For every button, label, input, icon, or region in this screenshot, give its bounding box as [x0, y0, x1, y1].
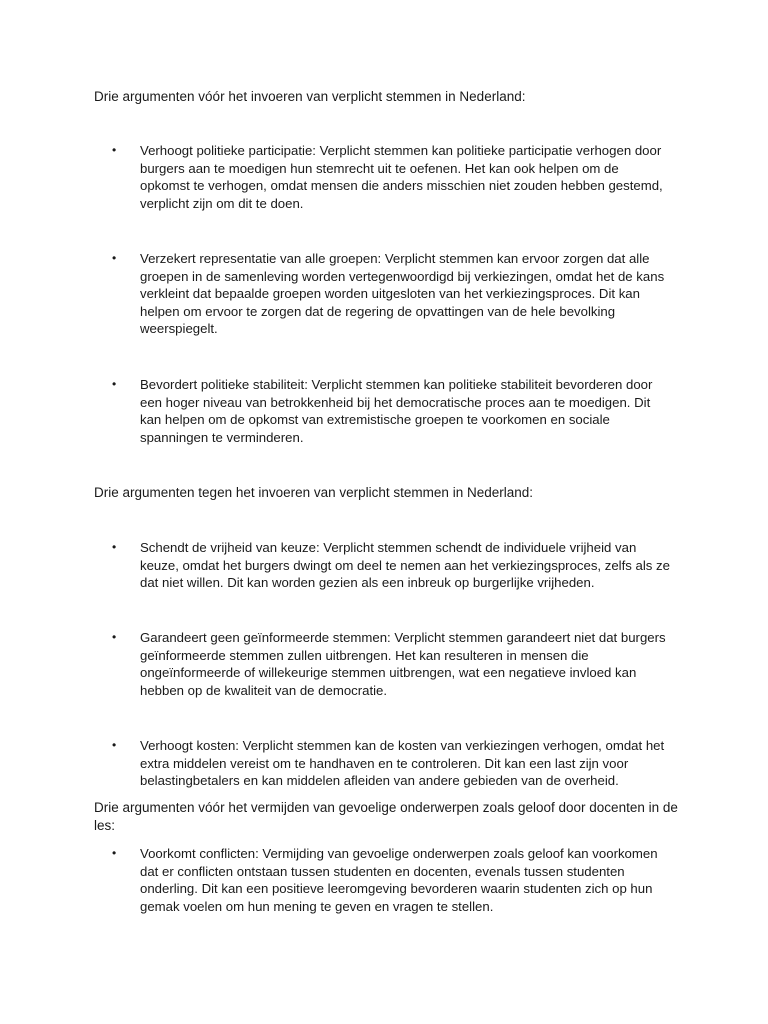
bullet-icon: •: [112, 846, 117, 860]
bullet-icon: •: [112, 377, 117, 391]
bullet-icon: •: [112, 630, 117, 644]
bullet-icon: •: [112, 251, 117, 265]
list-item: [112, 250, 672, 338]
bullet-icon: •: [112, 738, 117, 752]
section-heading: Drie argumenten vóór het invoeren van verplicht stemmen in Nederland:: [94, 89, 526, 104]
list-item-text: Verhoogt politieke participatie: Verplicht stemmen kan politieke participatie verhogen door burgers aan te moedigen hun stemrecht uit te oefenen. Het kan ook helpen om de opkomst te verhogen, omdat mensen die anders misschien niet zouden hebben gestemd, verplicht zijn om dit te doen.: [140, 143, 663, 211]
list-item: [112, 142, 672, 212]
list-item: [112, 629, 672, 699]
section-heading: Drie argumenten tegen het invoeren van verplicht stemmen in Nederland:: [94, 485, 533, 500]
list-item-text: Verzekert representatie van alle groepen: Verplicht stemmen kan ervoor zorgen dat alle groepen in de samenleving worden vertegenwoordigd bij verkiezingen, omdat het de kans verkleint dat bepaalde groepen worden uitgesloten van het verkiezingsproces. Dit kan helpen om ervoor te zorgen dat de regering de opvattingen van de hele bevolking weerspiegelt.: [140, 251, 665, 336]
list-item: [112, 539, 672, 592]
section-heading: Drie argumenten vóór het vermijden van gevoelige onderwerpen zoals geloof door docenten in de les:: [94, 800, 678, 833]
bullet-icon: •: [112, 540, 117, 554]
list-item-text: Garandeert geen geïnformeerde stemmen: Verplicht stemmen garandeert niet dat burgers geïnformeerde stemmen zullen uitbrengen. Het kan resulteren in mensen die ongeïnformeerde of willekeurige stemmen uitbrengen, wat een negatieve invloed kan hebben op de kwaliteit van de democratie.: [140, 630, 666, 698]
list-item-text: Verhoogt kosten: Verplicht stemmen kan de kosten van verkiezingen verhogen, omdat het extra middelen vereist om te handhaven en te controleren. Dit kan een last zijn voor belastingbetalers en kan middelen afleiden van andere gebieden van de overheid.: [140, 738, 665, 788]
list-item: [112, 845, 672, 915]
bullet-icon: •: [112, 143, 117, 157]
list-item-text: Voorkomt conflicten: Vermijding van gevoelige onderwerpen zoals geloof kan voorkomen dat er conflicten ontstaan tussen studenten en docenten, evenals tussen studenten onderling. Dit kan een positieve leeromgeving bevorderen waarin studenten zich op hun gemak voelen om hun mening te geven en vragen te stellen.: [140, 846, 658, 914]
list-item: [112, 737, 672, 790]
list-item: [112, 376, 672, 446]
list-item-text: Bevordert politieke stabiliteit: Verplicht stemmen kan politieke stabiliteit bevorderen door een hoger niveau van betrokkenheid bij het democratische proces aan te moedigen. Dit kan helpen om de opkomst van extremistische groepen te voorkomen en sociale spanningen te verminderen.: [140, 377, 653, 445]
list-item-text: Schendt de vrijheid van keuze: Verplicht stemmen schendt de individuele vrijheid van keuze, omdat het burgers dwingt om deel te nemen aan het verkiezingsproces, zelfs als ze dat niet willen. Dit kan worden gezien als een inbreuk op burgerlijke vrijheden.: [140, 540, 670, 590]
